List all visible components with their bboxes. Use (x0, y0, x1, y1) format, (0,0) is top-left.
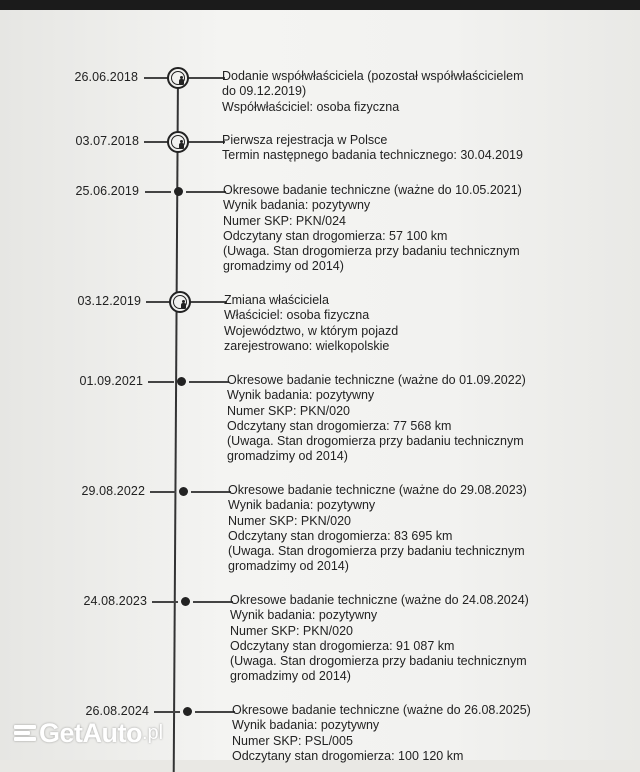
connector-right (187, 301, 227, 303)
event-description-line: Numer SKP: PKN/020 (227, 403, 350, 418)
event-description-line: Właściciel: osoba fizyczna (224, 308, 370, 323)
event-date: 26.08.2024 (85, 704, 149, 718)
timeline-line (173, 72, 179, 772)
event-date: 03.12.2019 (77, 294, 141, 308)
connector-right (195, 711, 235, 713)
connector-left (152, 601, 178, 603)
event-description-line: (Uwaga. Stan drogomierza przy badaniu technicznym (230, 654, 527, 669)
event-description-line: Odczytany stan drogomierza: 83 695 km (228, 528, 453, 543)
document-page (0, 10, 640, 763)
event-description-line: Okresowe badanie techniczne (ważne do 24.08.2024) (230, 593, 529, 607)
event-description-line: (Uwaga. Stan drogomierza przy badaniu technicznym (223, 244, 520, 259)
connector-right (186, 191, 226, 193)
event-description-line: Województwo, w którym pojazd (224, 323, 399, 338)
connector-right (185, 77, 225, 79)
connector-right (185, 141, 225, 143)
logo-lines-icon (14, 722, 36, 744)
event-description (232, 703, 531, 764)
event-description-line: Termin następnego badania technicznego: 30.04.2019 (222, 148, 523, 163)
event-description (224, 293, 398, 354)
event-description-line: do 09.12.2019) (222, 84, 307, 99)
event-description (227, 373, 526, 465)
event-description-line: Wynik badania: pozytywny (230, 608, 378, 623)
event-description-line: Odczytany stan drogomierza: 57 100 km (223, 228, 448, 243)
event-date: 26.06.2018 (74, 70, 138, 84)
watermark-brand: GetAuto (39, 717, 142, 748)
event-description (228, 483, 527, 575)
person-icon (169, 291, 191, 313)
connector-right (191, 491, 231, 493)
event-description-line: Wynik badania: pozytywny (228, 498, 376, 513)
event-description-line: Współwłaściciel: osoba fizyczna (222, 99, 400, 114)
event-description-line: Odczytany stan drogomierza: 77 568 km (227, 418, 452, 433)
timeline-dot (174, 187, 183, 196)
event-description-line: gromadzimy od 2014) (228, 559, 349, 574)
event-description (222, 133, 523, 164)
event-date: 29.08.2022 (81, 484, 145, 498)
event-description-line: gromadzimy od 2014) (227, 449, 348, 464)
event-description-line: (Uwaga. Stan drogomierza przy badaniu technicznym (227, 434, 524, 449)
event-description-line: Pierwsza rejestracja w Polsce (222, 133, 388, 147)
top-edge-bar (0, 0, 640, 10)
event-description-line: Okresowe badanie techniczne (ważne do 01.09.2022) (227, 373, 526, 387)
event-description (230, 593, 529, 685)
connector-left (154, 711, 180, 713)
timeline-dot (177, 377, 186, 386)
connector-right (193, 601, 233, 603)
getauto-watermark-logo (14, 716, 163, 750)
event-description-line: (Uwaga. Stan drogomierza przy badaniu technicznym (228, 544, 525, 559)
connector-right (189, 381, 229, 383)
event-description-line: Okresowe badanie techniczne (ważne do 29.08.2023) (228, 483, 527, 497)
person-icon (167, 131, 189, 153)
event-description-line: Numer SKP: PKN/020 (228, 513, 351, 528)
person-icon (167, 67, 189, 89)
event-description-line: Numer SKP: PKN/024 (223, 213, 346, 228)
connector-left (150, 491, 176, 493)
connector-left (148, 381, 174, 383)
event-date: 24.08.2023 (83, 594, 147, 608)
connector-left (145, 191, 171, 193)
event-description-line: Okresowe badanie techniczne (ważne do 26.08.2025) (232, 703, 531, 717)
event-description-line: Numer SKP: PKN/020 (230, 623, 353, 638)
event-description-line: Dodanie współwłaściciela (pozostał współwłaścicielem (222, 69, 524, 83)
event-description-line: Okresowe badanie techniczne (ważne do 10.05.2021) (223, 183, 522, 197)
event-description-line: gromadzimy od 2014) (223, 259, 344, 274)
event-description-line: Wynik badania: pozytywny (232, 718, 380, 733)
event-date: 25.06.2019 (75, 184, 139, 198)
event-description-line: zarejestrowano: wielkopolskie (224, 338, 390, 353)
timeline-dot (181, 597, 190, 606)
event-description (223, 183, 522, 275)
timeline-dot (183, 707, 192, 716)
event-description (222, 69, 524, 115)
event-description-line: Wynik badania: pozytywny (223, 198, 371, 213)
event-description-line: Odczytany stan drogomierza: 91 087 km (230, 638, 455, 653)
event-description-line: Numer SKP: PSL/005 (232, 733, 353, 748)
event-description-line: Odczytany stan drogomierza: 100 120 km (232, 748, 464, 763)
event-description-line: gromadzimy od 2014) (230, 669, 351, 684)
timeline-dot (179, 487, 188, 496)
event-description-line: Zmiana właściciela (224, 293, 329, 307)
watermark-tld: .pl (141, 721, 164, 744)
event-date: 01.09.2021 (79, 374, 143, 388)
event-date: 03.07.2018 (75, 134, 139, 148)
event-description-line: Wynik badania: pozytywny (227, 388, 375, 403)
